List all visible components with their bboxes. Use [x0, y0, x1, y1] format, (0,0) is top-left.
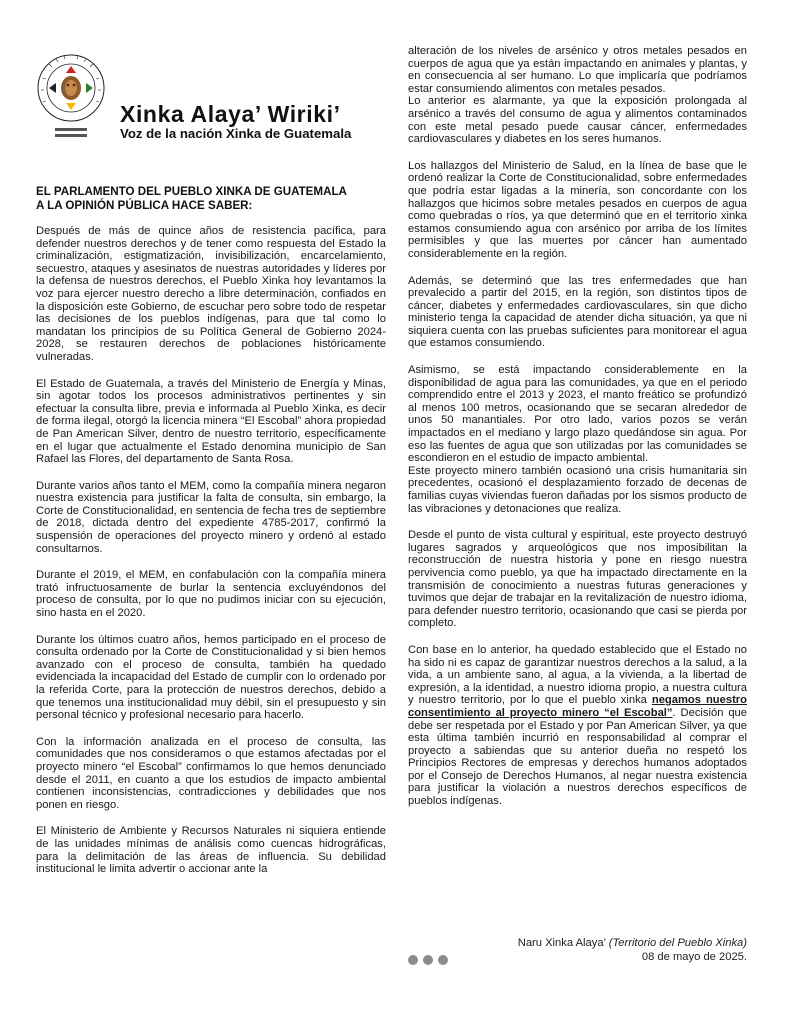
closing-paragraph [408, 644, 747, 808]
right-paragraph: Lo anterior es alarmante, ya que la exposición prolongada al arsénico a través del consumo de agua y alimentos contaminados con este metal pesado puede causar cáncer, enfermedades cardiovasculares y diabetes en los seres humanos. [408, 95, 747, 146]
dot-icon [438, 955, 448, 965]
announcement-heading [36, 185, 386, 213]
left-paragraph: Con la información analizada en el proceso de consulta, las comunidades que nos consideramos o que estamos afectadas por el proyecto minero “el Escobal” confirmamos lo que hemos denunciado desde el 2011, en cuanto a que los estudios de impacto ambiental contienen inconsistencias, contradicciones y debilidades que nos ponen en riesgo. [36, 735, 386, 811]
signature-place: Naru Xinka Alaya’ [517, 937, 606, 949]
signature-date: 08 de mayo de 2025. [641, 951, 747, 963]
left-column [36, 225, 386, 890]
signature-place-gloss: (Territorio del Pueblo Xinka) [608, 937, 747, 949]
closing-text-after: . Decisión que debe ser respetada por el Estado y por Pan American Silver, ya que esta última también incurrió en responsabilidad al comprar el proyecto a sabiendas que su anterior dueña no respetó los Principios Rectores de empresas y derechos humanos adoptados por el Consejo de Derechos Humanos, al negar nuestra existencia para justificar la violación a nuestros derechos específicos de pueblos indígenas. [408, 706, 747, 808]
heading-line-2: A LA OPINIÓN PÚBLICA HACE SABER: [36, 199, 253, 212]
masthead-title: Xinka Alaya’ Wiriki’ [120, 101, 341, 127]
parliament-logo [33, 44, 113, 152]
dot-icon [408, 955, 418, 965]
right-paragraph: alteración de los niveles de arsénico y otros metales pesados en cuerpos de agua que ya están impactando en animales y plantas, y en consecuencia al ser humano. Lo que implicaría que podríamos estar consumiendo alimentos con metales pesados. [408, 45, 747, 95]
dot-icon [423, 955, 433, 965]
right-paragraph: Asimismo, se está impactando considerablemente en la disponibilidad de agua para las comunidades, ya que en el periodo comprendido entre el 2013 y 2023, el manto freático se profundizó al menos 100 metros, ocasionando que se secaran alrededor de unos 50 manantiales. Por otro lado, varios pozos se verán impactados en el mediano y largo plazo quedándose sin agua. Por eso las fuentes de agua que son utilizadas por las comunidades se escondieron en el estudio de impacto ambiental. [408, 364, 747, 465]
closing-text-before: Con base en lo anterior, ha quedado establecido que el Estado no ha sido ni es capaz de garantizar nuestros derechos a la salud, a la vida, a un ambiente sano, al agua, a la vivienda, a la libertad de expresión, a la identidad, a nuestro idioma propio, a nuestra cultura y nuestro territorio, por lo que el pueblo xinka [408, 643, 747, 707]
consent-refusal-statement: negamos nuestro consentimiento al proyecto minero “el Escobal” [408, 694, 747, 719]
right-column [408, 45, 747, 822]
heading-line-1: EL PARLAMENTO DEL PUEBLO XINKA DE GUATEMALA [36, 185, 347, 198]
right-paragraph: Los hallazgos del Ministerio de Salud, en la línea de base que le ordenó realizar la Corte de Constitucionalidad, sobre enfermedades que podría estar ligadas a la minería, son concordante con los hallazgos que hicimos sobre metales pesados en cuerpos de agua como quebradas o ríos, ya que determinó que en el territorio xinka estamos consumiendo agua con arsénico por arriba de los límites permisibles y que las muertes por cáncer han aumentado considerablemente en la región. [408, 159, 747, 260]
left-paragraph: Durante los últimos cuatro años, hemos participado en el proceso de consulta ordenado por la Corte de Constitucionalidad y si bien hemos avanzado con el proceso de consulta, también ha quedado evidenciada la incapacidad del Estado de cumplir con lo ordenado por la referida Corte, para la protección de nuestros derechos, debido a que tenemos una institucionalidad muy débil, sin el presupuesto y sin personal técnico y profesional necesario para hacerlo. [36, 633, 386, 722]
masthead-subtitle: Voz de la nación Xinka de Guatemala [120, 126, 352, 141]
right-paragraph: Además, se determinó que las tres enfermedades que han prevalecido a partir del 2015, en la región, son distintos tipos de cáncer, diabetes y enfermedades cardiovasculares, sin que dicho ministerio tenga la capacidad de atender dicha situación, ya que ni siquiera cuenta con las pruebas suficientes para monitorear el agua que estamos consumiendo. [408, 274, 747, 350]
masthead [120, 102, 351, 142]
right-paragraph: Desde el punto de vista cultural y espiritual, este proyecto destruyó lugares sagrados y arqueológicos que nos imposibilitan la reconstrucción de nuestra historia y pone en riesgo nuestra pervivencia como pueblo, ya que ha impactado directamente en la transmisión de conocimiento a nuestras futuras generaciones y tuvimos que dejar de trabajar en la revitalización de nuestro idioma, para defender nuestro territorio, ocasionando que casi se pierda por completo. [408, 529, 747, 630]
left-paragraph: El Ministerio de Ambiente y Recursos Naturales ni siquiera entiende de las unidades mínimas de análisis como cuencas hidrográficas, para la delimitación de las áreas de influencia. Su debilidad institucional le limita advertir o accionar ante la [36, 825, 386, 876]
signature-place-line [518, 936, 747, 950]
parliament-seal-icon [33, 44, 113, 152]
left-paragraph: El Estado de Guatemala, a través del Ministerio de Energía y Minas, sin agotar todos los procesos administrativos pertinentes y sin efectuar la consulta libre, previa e informada al Pueblo Xinka, es decir de forma ilegal, otorgó la licencia minera “El Escobal” ahora propiedad de Pan American Silver, dentro de nuestro territorio, específicamente en el lugar que actualmente el Estado denomina municipio de San Rafael las Flores, del departamento de Santa Rosa. [36, 377, 386, 466]
right-paragraph: Este proyecto minero también ocasionó una crisis humanitaria sin precedentes, ocasionó el desplazamiento forzado de decenas de familias cuyas viviendas fueron dañadas por los sismos producto de las vibraciones y detonaciones que realiza. [408, 464, 747, 515]
left-paragraph: Durante varios años tanto el MEM, como la compañía minera negaron nuestra existencia para justificar la falta de consulta, sin embargo, la Corte de Constitucionalidad, en sentencia de fecha tres de septiembre de 2018, dictada dentro del expediente 4785-2017, confirmó la suspensión de operaciones del proyecto minero y ordenó al estado consultarnos. [36, 479, 386, 555]
left-paragraph: Durante el 2019, el MEM, en confabulación con la compañía minera trató infructuosamente de burlar la sentencia excluyéndonos del proceso de consulta, por lo que no pudimos iniciar con su ejecución, sino hasta en el 2020. [36, 569, 386, 620]
signature-block [518, 936, 747, 964]
left-paragraph: Después de más de quince años de resistencia pacífica, para defender nuestros derechos y de tener como respuesta del Estado la criminalización, estigmatización, invisibilización, encarcelamiento, secuestro, ataques y asesinatos de nuestras autoridades y líderes por la defensa de nuestros derechos, el Pueblo Xinka hoy levantamos la voz para ejercer nuestro derecho a libre determinación, confiados en la disposición este Gobierno, de escuchar pero sobre todo de respetar las decisiones de los pueblos indígenas, para que tal como lo mandatan los principios de su Política General de Gobierno 2024-2028, se restauren derechos de poblaciones históricamente vulneradas. [36, 225, 386, 363]
decorative-dots [408, 955, 448, 965]
